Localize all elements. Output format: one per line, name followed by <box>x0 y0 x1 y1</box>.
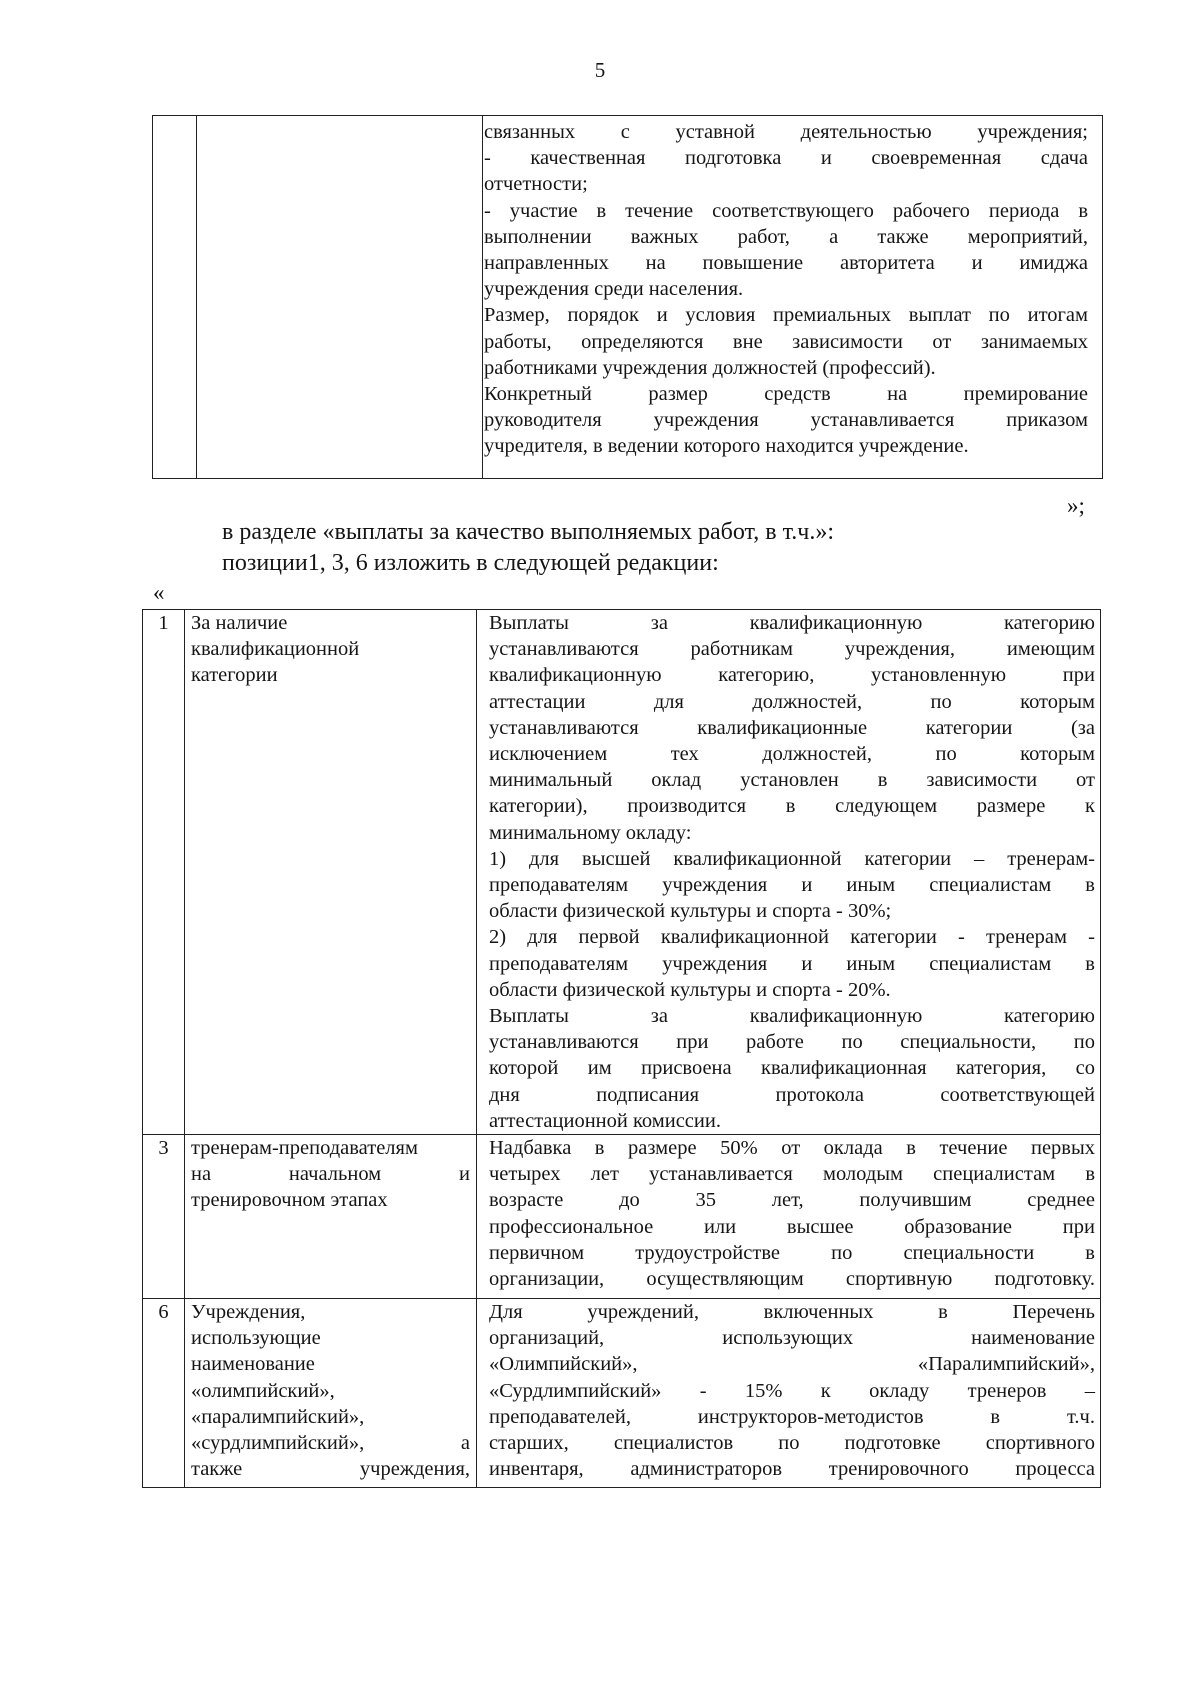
text-line: на начальном и <box>191 1163 470 1186</box>
opening-quote: « <box>153 580 165 605</box>
name-cell <box>197 116 483 479</box>
description-cell <box>483 116 1103 479</box>
text-line: наименование <box>191 1353 315 1376</box>
text-line: профессиональное или высшее образование при <box>489 1215 1095 1238</box>
text-line: преподавателей, инструкторов-методистов в т.ч. <box>489 1405 1095 1428</box>
text-line: исключением тех должностей, по которым <box>489 743 1095 766</box>
amendment-instruction: позиции1, 3, 6 изложить в следующей редакции: <box>222 550 719 576</box>
text-line: квалификационной <box>191 638 360 661</box>
number-cell <box>153 116 197 479</box>
amendment-paragraph: в разделе «выплаты за качество выполняемых работ, в т.ч.»: <box>222 519 834 545</box>
text-line: Конкретный размер средств на премирование <box>484 383 1088 406</box>
text-line: организаций, использующих наименование <box>489 1327 1095 1350</box>
text-line: - качественная подготовка и своевременная сдача <box>484 147 1088 170</box>
position-name-cell <box>185 1135 477 1299</box>
text-line: категории), производится в следующем размере к <box>489 795 1095 818</box>
table-row <box>143 1299 1101 1488</box>
text-line: использующие <box>191 1327 321 1350</box>
text-line: категории <box>191 664 278 687</box>
table-row <box>143 1135 1101 1299</box>
position-description-cell <box>477 1299 1101 1488</box>
text-line: - участие в течение соответствующего рабочего периода в <box>484 199 1088 222</box>
position-name-cell <box>185 1299 477 1488</box>
text-line: «паралимпийский», <box>191 1405 365 1428</box>
page-number: 5 <box>594 58 606 82</box>
text-line: преподавателям учреждения и иным специалистам в <box>489 874 1095 897</box>
text-line: «сурдлимпийский», а <box>191 1432 470 1455</box>
text-line: аттестационной комиссии. <box>489 1109 721 1132</box>
text-line: 2) для первой квалификационной категории - тренерам - <box>489 926 1095 949</box>
text-line: Надбавка в размере 50% от оклада в течение первых <box>489 1137 1095 1160</box>
text-line: Выплаты за квалификационную категорию <box>489 612 1095 634</box>
text-line: Учреждения, <box>191 1301 306 1324</box>
text-line: области физической культуры и спорта - 30%; <box>489 900 892 923</box>
text-line: аттестации для должностей, по которым <box>489 690 1095 713</box>
text-line: области физической культуры и спорта - 20%. <box>489 978 891 1001</box>
text-line: учреждения среди населения. <box>484 278 744 301</box>
text-line: работы, определяются вне зависимости от занимаемых <box>484 330 1088 353</box>
text-line: дня подписания протокола соответствующей <box>489 1083 1095 1106</box>
text-line: 1) для высшей квалификационной категории – тренерам- <box>489 847 1095 870</box>
text-line: выполнении важных работ, а также мероприятий, <box>484 225 1088 248</box>
text-line: которой им присвоена квалификационная категория, со <box>489 1057 1095 1080</box>
text-line: учредителя, в ведении которого находится учреждение. <box>484 435 969 458</box>
text-line: квалификационную категорию, установленную при <box>489 664 1095 687</box>
text-line: работниками учреждения должностей (профессий). <box>484 356 936 379</box>
text-line: устанавливаются при работе по специальности, по <box>489 1031 1095 1054</box>
text-line: инвентаря, администраторов тренировочного процесса <box>489 1458 1095 1481</box>
text-line: также учреждения, <box>191 1458 470 1481</box>
text-line: минимальному окладу: <box>489 821 692 844</box>
text-line: Для учреждений, включенных в Перечень <box>489 1301 1095 1324</box>
text-line: преподавателям учреждения и иным специалистам в <box>489 952 1095 975</box>
closing-quote: »; <box>1067 493 1085 518</box>
text-line: Выплаты за квалификационную категорию <box>489 1005 1095 1028</box>
row-number: 6 <box>143 1299 185 1488</box>
text-line: «олимпийский», <box>191 1379 335 1402</box>
continuation-table <box>152 115 1103 479</box>
position-name-cell <box>185 610 477 1135</box>
text-line: направленных на повышение авторитета и имиджа <box>484 252 1088 275</box>
text-line: организации, осуществляющим спортивную подготовку. <box>489 1268 1095 1291</box>
row-number: 3 <box>143 1135 185 1299</box>
table-row <box>153 116 1103 479</box>
text-line: Размер, порядок и условия премиальных выплат по итогам <box>484 304 1088 327</box>
position-description-cell <box>477 1135 1101 1299</box>
text-line: «Сурдлимпийский» - 15% к окладу тренеров – <box>489 1379 1095 1402</box>
text-line: четырех лет устанавливается молодым специалистам в <box>489 1163 1095 1186</box>
text-line: «Олимпийский», «Паралимпийский», <box>489 1353 1095 1376</box>
text-line: За наличие <box>191 612 288 634</box>
table-row <box>143 610 1101 1135</box>
text-line: устанавливаются работникам учреждения, имеющим <box>489 638 1095 661</box>
text-line: старших, специалистов по подготовке спортивного <box>489 1432 1095 1455</box>
row-number: 1 <box>143 610 185 1135</box>
text-line: первичном трудоустройстве по специальности в <box>489 1241 1095 1264</box>
text-line: возрасте до 35 лет, получившим среднее <box>489 1189 1095 1212</box>
text-line: тренировочном этапах <box>191 1189 388 1212</box>
text-line: тренерам-преподавателям <box>191 1137 418 1160</box>
text-line: руководителя учреждения устанавливается приказом <box>484 409 1088 432</box>
position-description-cell <box>477 610 1101 1135</box>
text-line: минимальный оклад установлен в зависимости от <box>489 769 1095 792</box>
text-line: устанавливаются квалификационные категории (за <box>489 716 1095 739</box>
amended-positions-table <box>142 609 1101 1488</box>
text-line: связанных с уставной деятельностью учреждения; <box>484 121 1088 143</box>
text-line: отчетности; <box>484 173 588 196</box>
